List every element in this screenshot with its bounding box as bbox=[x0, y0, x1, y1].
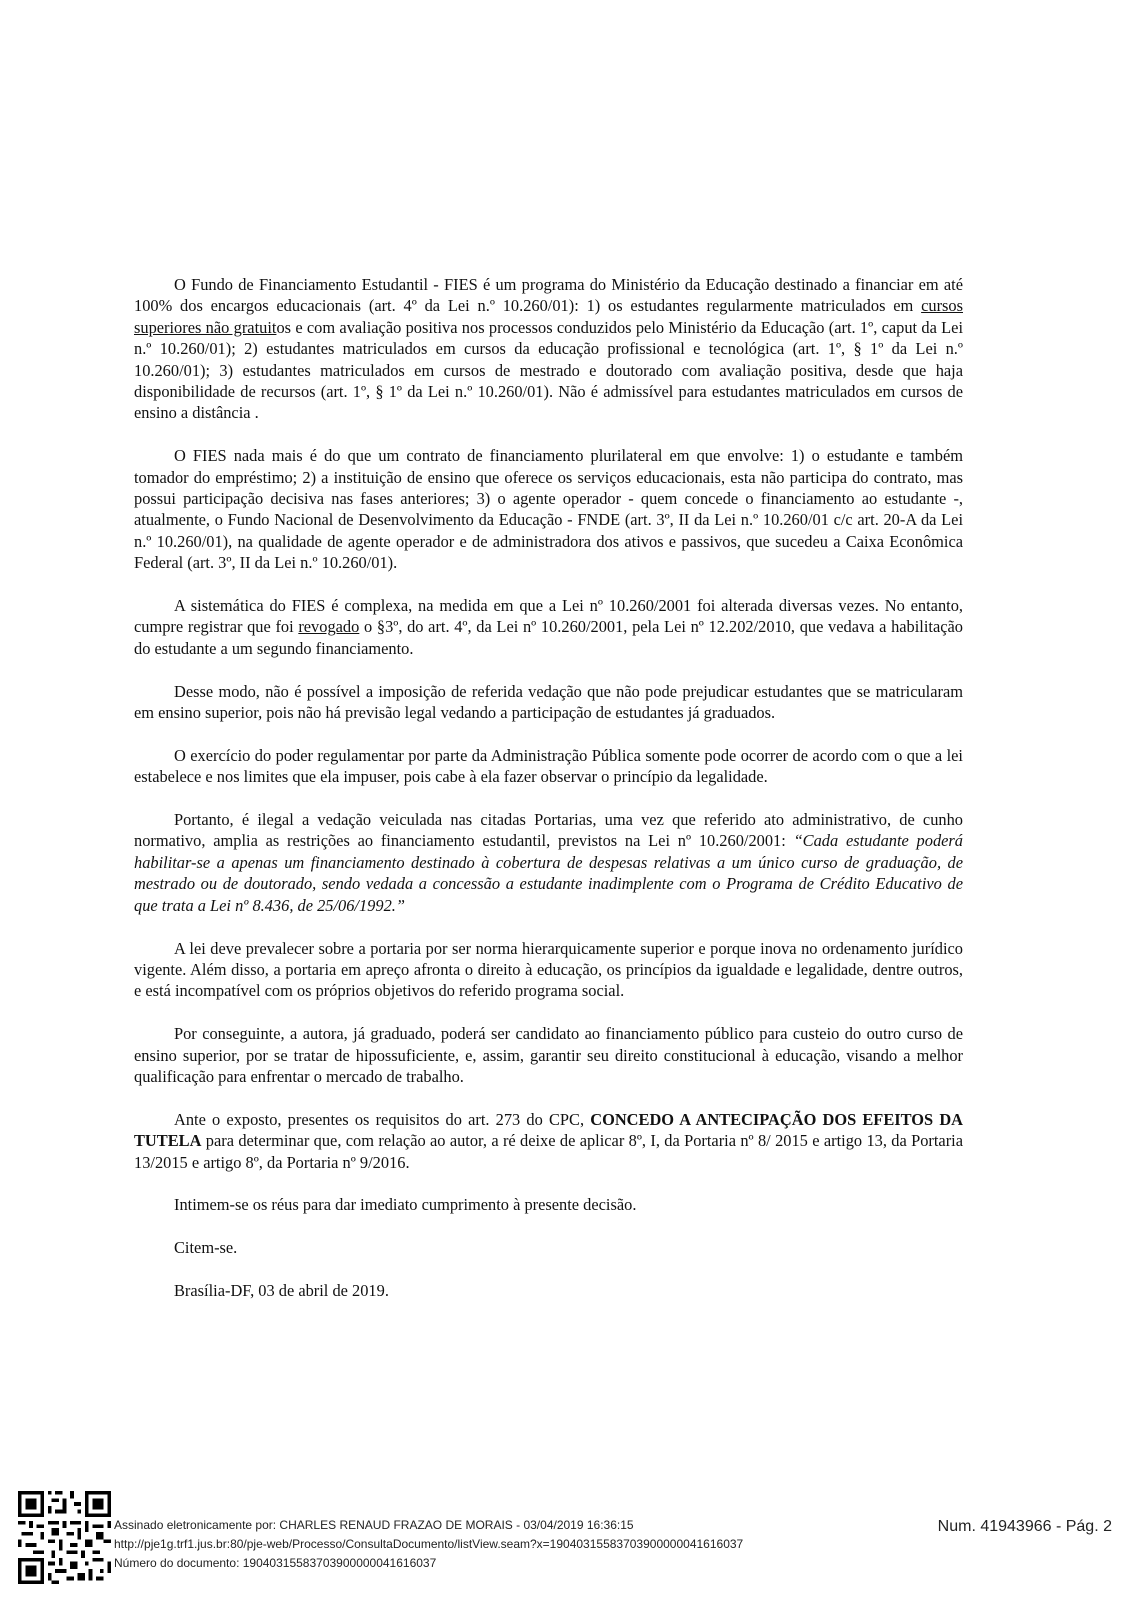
paragraph-law-prevails: A lei deve prevalecer sobre a portaria por ser norma hierarquicamente superior e porque inova no ordenamento jurídico vigente. Além disso, a portaria em apreço afronta o direito à educação, os princípios da igualdade e legalidade, dentre outros, e está incompatível com os próprios objetivos do referido programa social. bbox=[134, 938, 963, 1001]
text-segment: A sistemática do FIES é complexa, na medida em que a Lei nº 10.260/2001 foi alterada diversas vezes. No entanto, cumpre registrar que foi bbox=[134, 596, 963, 637]
bold-decision: CONCEDO A ANTECIPAÇÃO DOS EFEITOS DA TUTELA bbox=[134, 1109, 963, 1151]
signature-footer bbox=[0, 1490, 1130, 1600]
text-segment: o §3º, do art. 4º, da Lei nº 10.260/2001, pela Lei nº 12.202/2010, que vedava a habilitação do estudante a um segundo financiamento. bbox=[134, 617, 963, 658]
text-segment: para determinar que, com relação ao autor, a ré deixe de aplicar 8º, I, da Portaria nº 8/ 2015 e artigo 13, da Portaria 13/2015 e artigo 8º, da Portaria nº 9/2016. bbox=[134, 1131, 963, 1172]
qr-code-icon bbox=[18, 1490, 111, 1585]
text-segment: Ante o exposto, presentes os requisitos do art. 273 do CPC, bbox=[174, 1109, 591, 1129]
signature-info bbox=[114, 1516, 743, 1573]
paragraph-fies-contract: O FIES nada mais é do que um contrato de financiamento plurilateral em que envolve: 1) o estudante e também tomador do empréstimo; 2) a instituição de ensino que oferece os serviços educacionais, esta não participa do contrato, mas possui participação decisiva nas fases anteriores; 3) o agente operador - quem concede o financiamento ao estudante -, atualmente, o Fundo Nacional de Desenvolvimento da Educação - FNDE (art. 3º, II da Lei n.º 10.260/01 c/c art. 20-A da Lei n.º 10.260/01), na qualidade de agente operador e de administradora dos ativos e passivos, que sucedeu a Caixa Econômica Federal (art. 3º, II da Lei n.º 10.260/01). bbox=[134, 446, 963, 573]
document-number-line: Número do documento: 19040315583703900000041616037 bbox=[114, 1556, 437, 1570]
paragraph-fies-definition bbox=[134, 274, 963, 424]
text-segment: os e com avaliação positiva nos processos conduzidos pelo Ministério da Educação (art. 1º, caput da Lei n.º 10.260/01); 2) estudantes matriculados em cursos da educação profissional e tecnológica (art. 1º, § 1º da Lei n.º 10.260/01); 3) estudantes matriculados em cursos de mestrado e doutorado com avaliação positiva, desde que haja disponibilidade de recursos (art. 1º, § 1º da Lei n.º 10.260/01). Não é admissível para estudantes matriculados em cursos de ensino a distância . bbox=[134, 317, 964, 423]
paragraph-date-place: Brasília-DF, 03 de abril de 2019. bbox=[174, 1280, 389, 1300]
paragraph-candidate: Por conseguinte, a autora, já graduado, poderá ser candidato ao financiamento público para custeio do outro curso de ensino superior, por se tratar de hipossuficiente, e, assim, garantir seu direito constitucional à educação, visando a melhor qualificação para enfrentar o mercado de trabalho. bbox=[134, 1024, 963, 1086]
document-body bbox=[134, 274, 963, 1323]
page-reference: Num. 41943966 - Pág. 2 bbox=[937, 1518, 1112, 1535]
paragraph-illegal-restriction bbox=[134, 809, 963, 916]
paragraph-regulatory-power: O exercício do poder regulamentar por parte da Administração Pública somente pode ocorrer de acordo com o que a lei estabelece e nos limites que ela impuser, pois cabe à ela fazer observar o princípio da legalidade. bbox=[134, 745, 963, 787]
underlined-text: cursos superiores não gratuit bbox=[134, 296, 963, 337]
text-segment: O Fundo de Financiamento Estudantil - FIES é um programa do Ministério da Educação destinado a financiar em até 100% dos encargos educacionais (art. 4º da Lei n.º 10.260/01): 1) os estudantes regularmente matriculados em bbox=[134, 275, 963, 316]
quoted-law: “Cada estudante poderá habilitar-se a apenas um financiamento destinado à cobertura de despesas relativas a um único curso de graduação, de mestrado ou de doutorado, sendo vedada a concessão a estudante inadimplente com o Programa de Crédito Educativo de que trata a Lei nº 8.436, de 25/06/1992.” bbox=[134, 831, 963, 915]
document-url-link[interactable]: http://pje1g.trf1.jus.br:80/pje-web/Processo/ConsultaDocumento/listView.seam?x=19040315583703900000041616037 bbox=[114, 1537, 744, 1551]
paragraph-summon: Intimem-se os réus para dar imediato cumprimento à presente decisão. bbox=[174, 1195, 637, 1215]
text-segment: Portanto, é ilegal a vedação veiculada nas citadas Portarias, uma vez que referido ato administrativo, de cunho normativo, amplia as restrições ao financiamento estudantil, previstos na Lei nº 10.260/2001: bbox=[134, 810, 963, 851]
paragraph-cite: Citem-se. bbox=[174, 1238, 238, 1258]
paragraph-fies-system bbox=[134, 595, 963, 659]
underlined-text: revogado bbox=[298, 617, 360, 637]
paragraph-no-restriction: Desse modo, não é possível a imposição de referida vedação que não pode prejudicar estudantes que se matricularam em ensino superior, pois não há previsão legal vedando a participação de estudantes já graduados. bbox=[134, 681, 963, 723]
signed-by-line: Assinado eletronicamente por: CHARLES RENAUD FRAZAO DE MORAIS - 03/04/2019 16:36:15 bbox=[114, 1518, 634, 1532]
paragraph-decision bbox=[134, 1109, 963, 1173]
